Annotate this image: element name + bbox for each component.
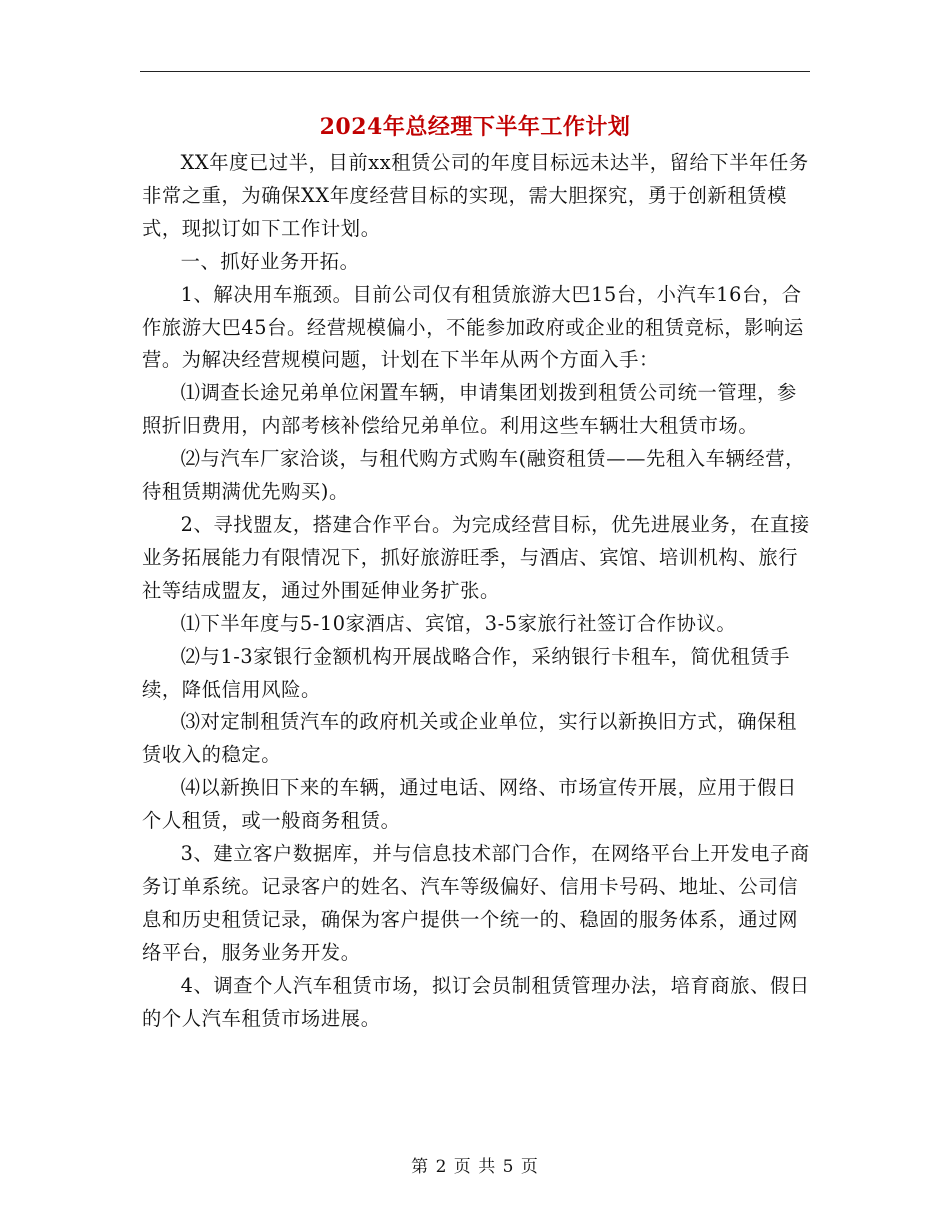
paragraph-subitem-2-2: ⑵与1-3家银行金额机构开展战略合作，采纳银行卡租车，简优租赁手续，降低信用风险。 [142,644,790,701]
paragraph-item-2: 2、寻找盟友，搭建合作平台。为完成经营目标，优先进展业务，在直接业务拓展能力有限情况下，抓好旅游旺季，与酒店、宾馆、培训机构、旅行社等结成盟友，通过外围延伸业务扩张。 [142,512,810,602]
paragraph-subitem-2-3: ⑶对定制租赁汽车的政府机关或企业单位，实行以新换旧方式，确保租赁收入的稳定。 [142,710,797,767]
paragraph-item-3: 3、建立客户数据库，并与信息技术部门合作，在网络平台上开发电子商务订单系统。记录客户的姓名、汽车等级偏好、信用卡号码、地址、公司信息和历史租赁记录，确保为客户提供一个统一的、稳固的服务体系，通过网络平台，服务业务开发。 [142,842,810,964]
header-rule [140,71,810,72]
paragraph-subitem-1-1: ⑴调查长途兄弟单位闲置车辆，申请集团划拨到租赁公司统一管理，参照折旧费用，内部考核补偿给兄弟单位。利用这些车辆壮大租赁市场。 [142,381,797,438]
page-footer: 第 2 页 共 5 页 [411,1157,539,1177]
document-body [142,147,812,1035]
paragraph-subitem-1-2: ⑵与汽车厂家洽谈，与租代购方式购车(融资租赁——先租入车辆经营，待租赁期满优先购买)。 [142,447,806,504]
section-heading-1: 一、抓好业务开拓。 [180,249,360,273]
paragraph-intro: XX年度已过半，目前xx租赁公司的年度目标远未达半，留给下半年任务非常之重，为确保XX年度经营目标的实现，需大胆探究，勇于创新租赁模式，现拟订如下工作计划。 [142,151,809,240]
paragraph-item-1: 1、解决用车瓶颈。目前公司仅有租赁旅游大巴15台，小汽车16台，合作旅游大巴45台。经营规模偏小，不能参加政府或企业的租赁竞标，影响运营。为解决经营规模问题，计划在下半年从两个方面入手： [142,282,804,372]
paragraph-item-4: 4、调查个人汽车租赁市场，拟订会员制租赁管理办法，培育商旅、假日的个人汽车租赁市场进展。 [142,973,810,1030]
paragraph-subitem-2-1: ⑴下半年度与5-10家酒店、宾馆，3-5家旅行社签订合作协议。 [180,611,737,635]
paragraph-subitem-2-4: ⑷以新换旧下来的车辆，通过电话、网络、市场宣传开展，应用于假日个人租赁，或一般商务租赁。 [142,776,797,833]
document-title: 2024年总经理下半年工作计划 [319,114,631,140]
